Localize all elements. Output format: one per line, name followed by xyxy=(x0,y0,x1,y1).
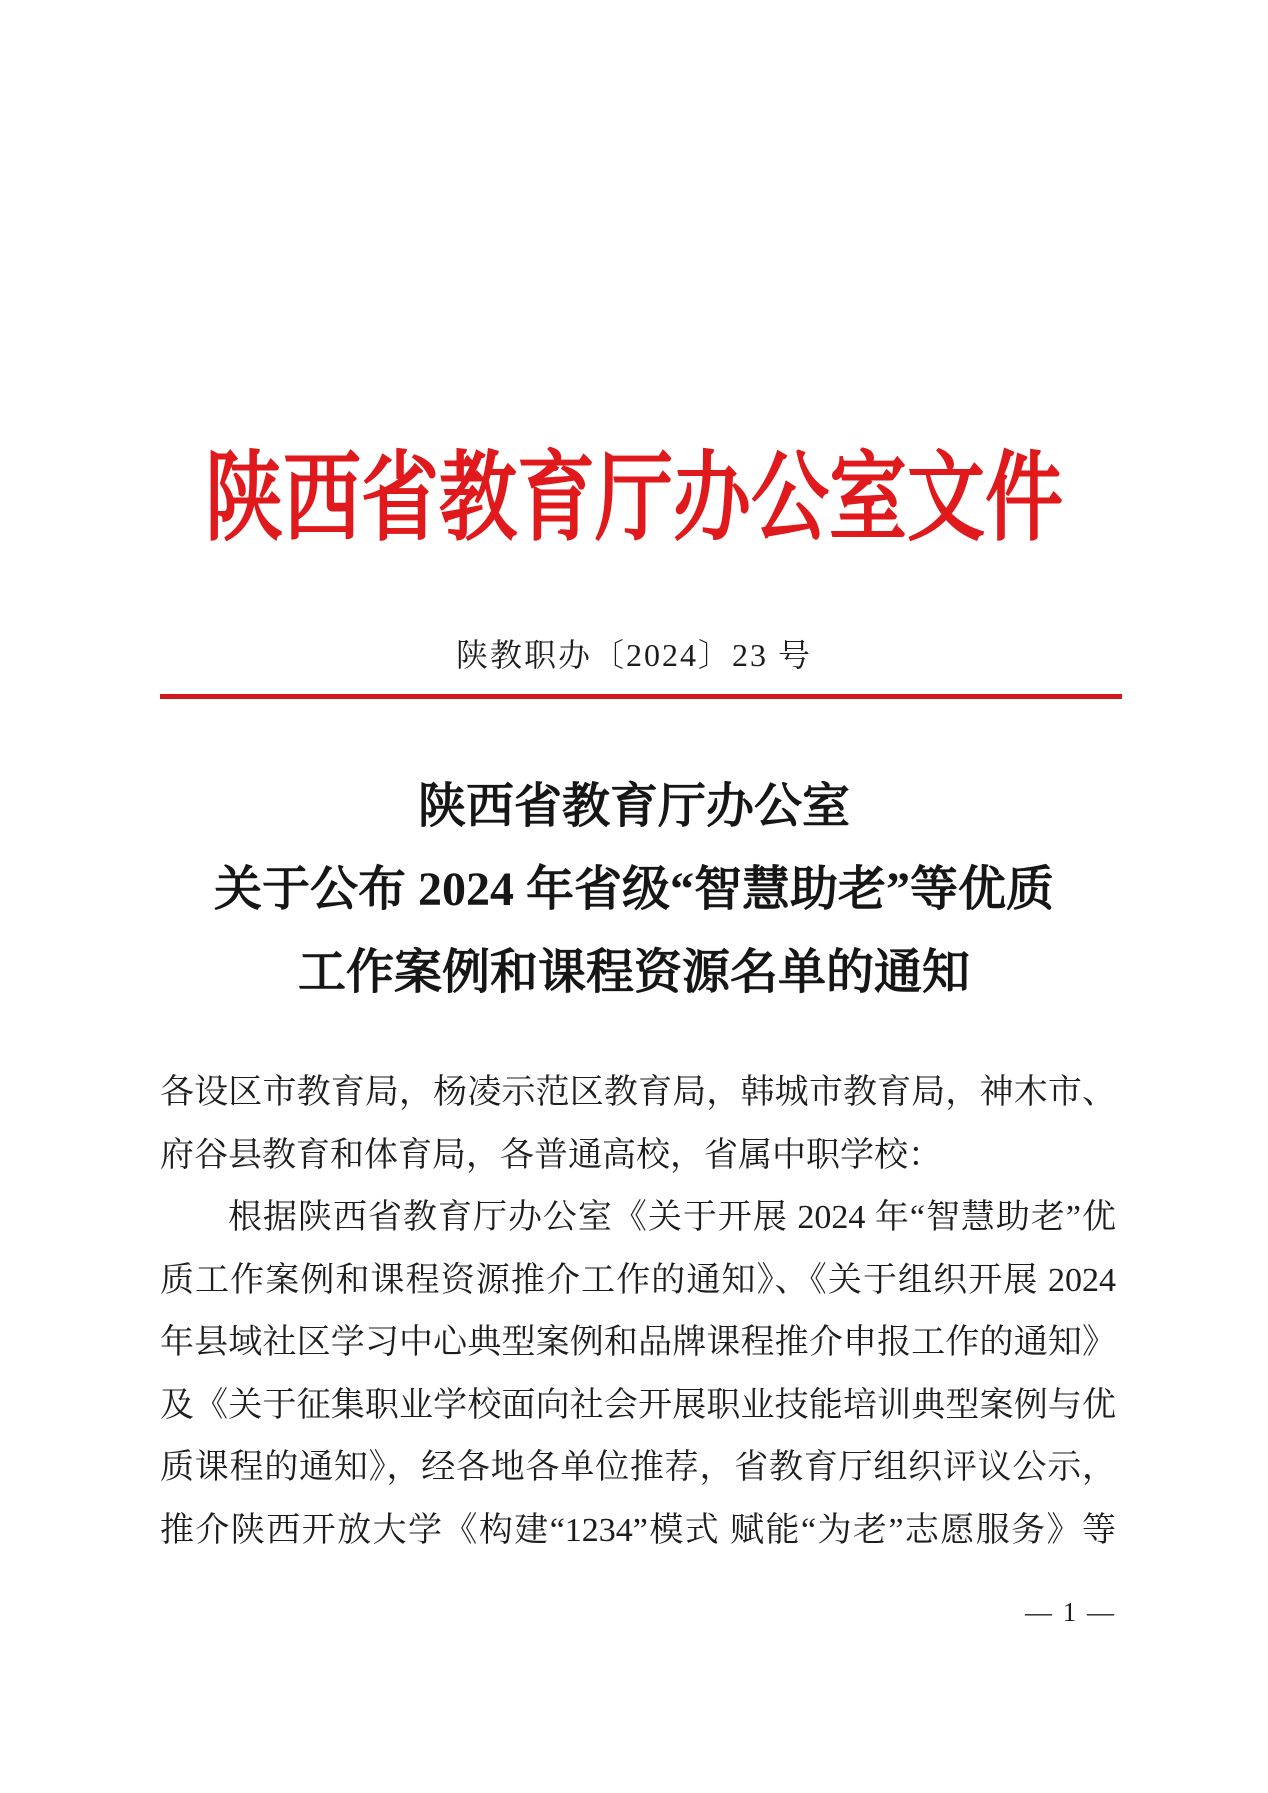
body-line-paragraph-4: 及《关于征集职业学校面向社会开展职业技能培训典型案例与优 xyxy=(160,1386,1116,1424)
body-line-recipients-1: 各设区市教育局，杨凌示范区教育局，韩城市教育局，神木市、 xyxy=(160,1074,1116,1111)
letterhead-title-text: 陕西省教育厅办公室文件 xyxy=(204,443,1063,553)
body-line-paragraph-6: 推介陕西开放大学《构建“1234”模式 赋能“为老”志愿服务》等 xyxy=(160,1511,1116,1549)
document-title-line-1: 陕西省教育厅办公室 xyxy=(417,780,850,833)
document-title-line-2: 关于公布 2024 年省级“智慧助老”等优质 xyxy=(213,863,1054,916)
body-line-paragraph-5: 质课程的通知》，经各地各单位推荐，省教育厅组织评议公示， xyxy=(160,1449,1116,1486)
body-line-recipients-2: 府谷县教育和体育局，各普通高校，省属中职学校： xyxy=(160,1136,942,1174)
document-title-line-3: 工作案例和课程资源名单的通知 xyxy=(297,946,970,999)
doc-reference-number: 陕教职办〔2024〕23 号 xyxy=(455,637,812,673)
body-line-paragraph-2: 质工作案例和课程资源推介工作的通知》、《关于组织开展 2024 xyxy=(160,1261,1116,1299)
page-number: — 1 — xyxy=(1025,1597,1116,1627)
body-line-paragraph-1: 根据陕西省教育厅办公室《关于开展 2024 年“智慧助老”优 xyxy=(228,1199,1116,1236)
body-line-paragraph-3: 年县域社区学习中心典型案例和品牌课程推介申报工作的通知》 xyxy=(160,1324,1116,1361)
document-title xyxy=(0,765,1268,1014)
red-separator-line xyxy=(160,694,1122,699)
letterhead-title xyxy=(0,420,1268,553)
body-text xyxy=(160,1062,1116,1562)
